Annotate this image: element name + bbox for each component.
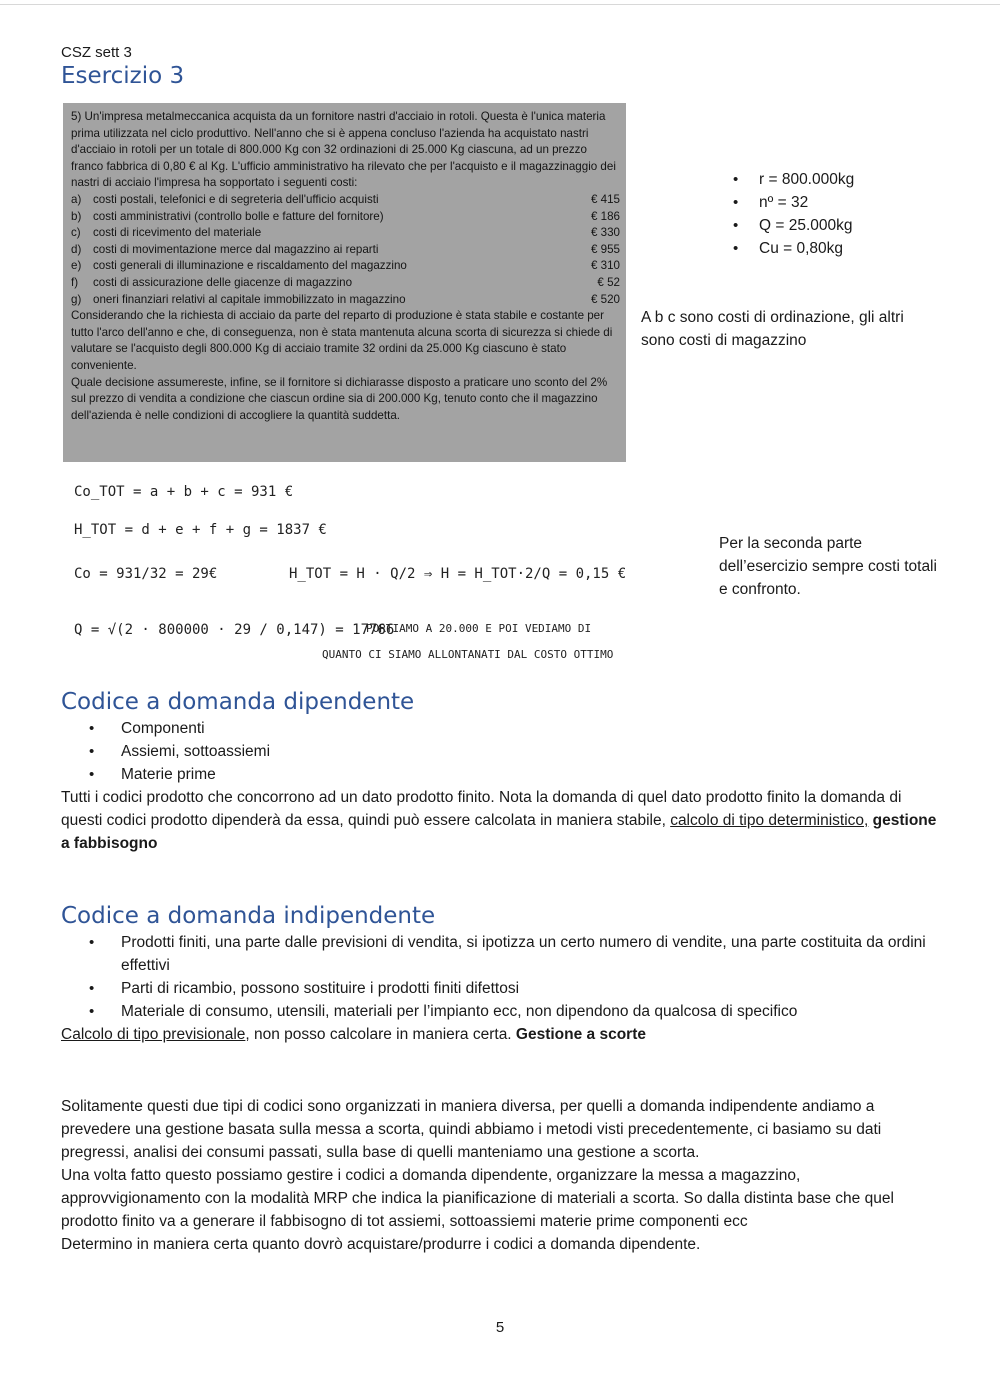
independent-paragraph: Calcolo di tipo previsionale, non posso calcolare in maniera certa. Gestione a scorte [61, 1026, 646, 1043]
independent-item: • Parti di ricambio, possono sostituire i prodotti finiti difettosi [61, 977, 941, 1000]
header [61, 44, 184, 89]
independent-item: • Prodotti finiti, una parte dalle previsioni di vendita, si ipotizza un certo numero di vendite, una parte costituita da ordini effettivi [61, 931, 941, 977]
given-item: • Cu = 0,80kg [733, 237, 854, 260]
scan-outro-1: Considerando che la richiesta di acciaio da parte del reparto di produzione è stata stabile e costante per tutto l'arco dell'anno e che, di conseguenza, non è stata mantenuta alcuna scorta di sicurezza si chiede di valutare se l'acquisto degli 800.000 Kg di acciaio tramite 32 ordini da 25.000 Kg ciascuno è stato conveniente. [71, 309, 613, 372]
course-label: CSZ sett 3 [61, 44, 132, 61]
given-item: • Q = 25.000kg [733, 214, 854, 237]
independent-list [61, 931, 941, 1023]
given-item: • r = 800.000kg [733, 168, 854, 191]
dependent-list [61, 717, 941, 786]
scan-cost-row: d) costi di movimentazione merce dal magazzino ai reparti € 955 [71, 242, 620, 256]
note-second-part: Per la seconda parte dell’esercizio sempre costi totali e confronto. [719, 535, 937, 598]
section-independent-title: Codice a domanda indipendente [61, 903, 436, 929]
final-paragraph: Solitamente questi due tipi di codici sono organizzati in maniera diversa, per quelli a domanda indipendente andiamo a prevedere una gestione basata sulla messa a scorta, quindi abbiamo i metodi visti precedentemente, ci basiamo su dati pregressi, analisi dei consumi passati, sulla base di quelli manteniamo una gestione a scorta. Una volta fatto questo possiamo gestire i codici a domanda dipendente, organizzare la messa a magazzino, approvvigionamento con la modalità MRP che indica la pianificazione di materiali a scorta. So dalla distinta base che quel prodotto finito va a generare il fabbisogno di tot assiemi, sottoassiemi materie prime componenti ecc Determino in maniera certa quanto dovrò acquistare/produrre i codici a domanda dipendente. [61, 1098, 894, 1253]
givens-list [733, 168, 854, 260]
calc-line-3b: H_TOT = H · Q/2 ⇒ H = H_TOT·2/Q = 0,15 € [289, 566, 627, 582]
top-border [0, 4, 1000, 5]
calc-line-2: H_TOT = d + e + f + g = 1837 € [74, 522, 327, 538]
note-costs: A b c sono costi di ordinazione, gli altri sono costi di magazzino [641, 309, 904, 349]
dependent-item: • Materie prime [61, 763, 941, 786]
scan-outro-2: Quale decisione assumereste, infine, se il fornitore si dichiarasse disposto a praticare uno sconto del 2% sul prezzo di vendita a condizione che ciascun ordine sia di 200.000 Kg, tenuto conto che il magazzino dell'azienda è nelle condizioni di accogliere la quantità suddetta. [71, 375, 608, 422]
dependent-item: • Componenti [61, 717, 941, 740]
scan-cost-row: f) costi di assicurazione delle giacenze di magazzino € 52 [71, 275, 620, 289]
page-number: 5 [495, 1319, 505, 1336]
exercise-title: Esercizio 3 [61, 63, 185, 89]
calc-line-4: Q = √(2 · 800000 · 29 / 0,147) = 17766 [74, 622, 395, 638]
calc-line-1: Co_TOT = a + b + c = 931 € [74, 484, 294, 500]
handwritten-calculations [74, 480, 714, 670]
calc-line-3a: Co = 931/32 = 29€ [74, 566, 218, 582]
scan-cost-row: e) costi generali di illuminazione e riscaldamento del magazzino € 310 [71, 259, 620, 273]
calc-line-4b: PORTIAMO A 20.000 E POI VEDIAMO DI [366, 622, 592, 635]
independent-item: • Materiale di consumo, utensili, materiali per l’impianto ecc, non dipendono da qualcosa di specifico [61, 1000, 941, 1023]
scan-cost-list [71, 192, 620, 308]
section-independent [61, 903, 941, 1046]
section-dependent [61, 689, 941, 855]
scanned-exercise [63, 103, 626, 462]
section-dependent-title: Codice a domanda dipendente [61, 689, 415, 715]
scan-intro: 5) Un'impresa metalmeccanica acquista da un fornitore nastri d'acciaio in rotoli. Questa è l'unica materia prima utilizzata nel ciclo produttivo. Nell'anno che si è appena concluso l'azienda ha acquistato nastri d'acciaio in rotoli per un totale di 800.000 Kg con 32 ordinazioni di 25.000 Kg ciascuna, ad un prezzo franco fabbrica di 0,80 € al Kg. L'ufficio amministrativo ha rilevato che per l'acquisto e il magazzinaggio dei nastri di acciaio l'impresa ha sopportato i seguenti costi: [71, 110, 616, 190]
dependent-paragraph: Tutti i codici prodotto che concorrono ad un dato prodotto finito. Nota la domanda di quel dato prodotto finito la domanda di questi codici prodotto dipenderà da essa, quindi può essere calcolata in maniera stabile, calcolo di tipo deterministico, gestione a fabbisogno [61, 789, 937, 852]
scan-cost-row: c) costi di ricevimento del materiale € 330 [71, 226, 620, 240]
dependent-item: • Assiemi, sottoassiemi [61, 740, 941, 763]
given-item: • nº = 32 [733, 191, 854, 214]
calc-line-5: QUANTO CI SIAMO ALLONTANATI DAL COSTO OTTIMO [322, 648, 614, 661]
scan-cost-row: g) oneri finanziari relativi al capitale immobilizzato in magazzino € 520 [71, 292, 620, 306]
scan-cost-row: b) costi amministrativi (controllo bolle e fatture del fornitore) € 186 [71, 209, 620, 223]
scan-cost-row: a) costi postali, telefonici e di segreteria dell'ufficio acquisti € 415 [71, 192, 620, 206]
